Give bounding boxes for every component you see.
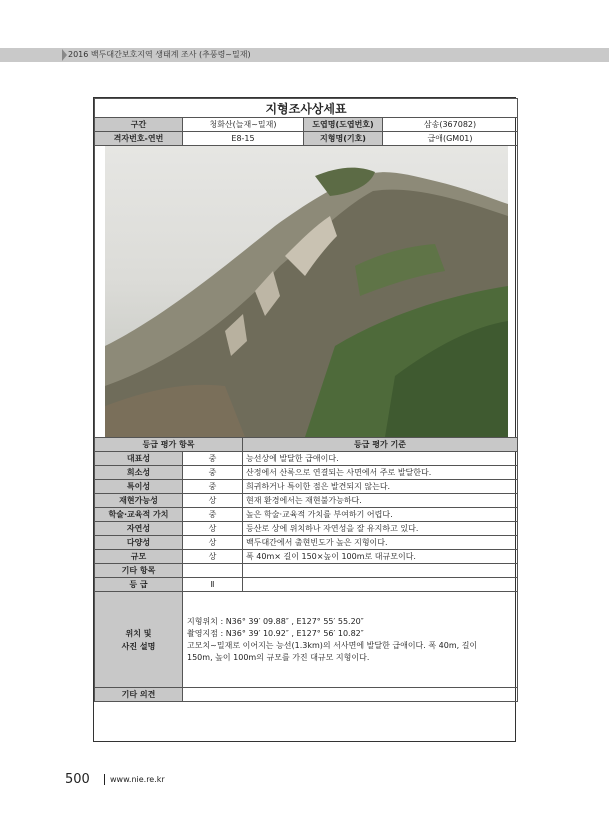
eval-grade: 중: [183, 508, 243, 522]
grid-number-value: E8-15: [183, 132, 304, 146]
map-sheet-value: 삼송(367082): [383, 118, 518, 132]
location-description: [183, 592, 518, 688]
section-value: 청화산(늘재~밀재): [183, 118, 304, 132]
eval-row: [95, 466, 518, 480]
terrain-survey-sheet: [93, 97, 516, 742]
eval-item: 다양성: [95, 536, 183, 550]
landform-name-value: 급애(GM01): [383, 132, 518, 146]
grade-blank: [243, 578, 518, 592]
eval-grade: 중: [183, 452, 243, 466]
eval-row: [95, 494, 518, 508]
eval-row: [95, 480, 518, 494]
grade-value: Ⅱ: [183, 578, 243, 592]
eval-item: 규모: [95, 550, 183, 564]
eval-item: 희소성: [95, 466, 183, 480]
eval-item: 대표성: [95, 452, 183, 466]
eval-criteria: 현재 환경에서는 재현불가능하다.: [243, 494, 518, 508]
eval-grade: 상: [183, 550, 243, 564]
page-number: 500: [65, 772, 90, 787]
eval-criteria: 등산로 상에 위치하나 자연성을 잘 유지하고 있다.: [243, 522, 518, 536]
eval-criteria: 폭 40m× 길이 150×높이 100m로 대규모이다.: [243, 550, 518, 564]
location-line-4: 150m, 높이 100m의 규모를 가진 대규모 지형이다.: [187, 652, 370, 662]
location-line-2: 촬영지점 : N36° 39′ 10.92″ , E127° 56′ 10.82″: [187, 628, 364, 638]
eval-item: 학술·교육적 가치: [95, 508, 183, 522]
eval-row: [95, 536, 518, 550]
eval-item: 재현가능성: [95, 494, 183, 508]
eval-grade: 상: [183, 494, 243, 508]
eval-criteria: 산정에서 산록으로 연결되는 사면에서 주로 발달한다.: [243, 466, 518, 480]
eval-criteria: 희귀하거나 특이한 점은 발견되지 않는다.: [243, 480, 518, 494]
eval-criteria: 백두대간에서 출현빈도가 높은 지형이다.: [243, 536, 518, 550]
location-line-3: 고모치~밀재로 이어지는 능선(1.3km)의 서사면에 발달한 급애이다. 폭 40m, 길이: [187, 640, 478, 650]
landform-name-label: 지형명(기호): [304, 132, 383, 146]
other-item-criteria: [243, 564, 518, 578]
header-arrow-icon: [62, 49, 67, 61]
eval-item: 자연성: [95, 522, 183, 536]
eval-row: [95, 522, 518, 536]
eval-grade: 상: [183, 522, 243, 536]
eval-criteria: 높은 학술·교육적 가치를 부여하기 어렵다.: [243, 508, 518, 522]
running-title: 2016 백두대간보호지역 생태계 조사 (추풍령~밀재): [68, 50, 251, 59]
eval-row: [95, 550, 518, 564]
remarks-value: [183, 688, 518, 702]
sheet-title: 지형조사상세표: [95, 99, 518, 118]
mountain-cliff-illustration: [105, 146, 508, 437]
other-item-label: 기타 항목: [95, 564, 183, 578]
footer-url: www.nie.re.kr: [110, 775, 165, 784]
eval-item: 특이성: [95, 480, 183, 494]
remarks-label: 기타 의견: [95, 688, 183, 702]
other-item-grade: [183, 564, 243, 578]
location-label: 위치 및 사진 설명: [95, 592, 183, 688]
eval-row: [95, 452, 518, 466]
grade-label: 등 급: [95, 578, 183, 592]
eval-row: [95, 508, 518, 522]
eval-criteria-header: 등급 평가 기준: [243, 438, 518, 452]
eval-criteria: 능선상에 발달한 급애이다.: [243, 452, 518, 466]
section-label: 구간: [95, 118, 183, 132]
eval-grade: 중: [183, 480, 243, 494]
eval-item-header: 등급 평가 항목: [95, 438, 243, 452]
landform-photo: [105, 146, 508, 437]
grid-number-label: 격자번호-연번: [95, 132, 183, 146]
map-sheet-label: 도엽명(도엽번호): [304, 118, 383, 132]
location-line-1: 지형위치 : N36° 39′ 09.88″ , E127° 55′ 55.20″: [187, 616, 364, 626]
eval-grade: 상: [183, 536, 243, 550]
sheet-table: [94, 98, 518, 702]
photo-cell: [95, 146, 518, 438]
eval-grade: 중: [183, 466, 243, 480]
footer-divider: [104, 774, 105, 785]
